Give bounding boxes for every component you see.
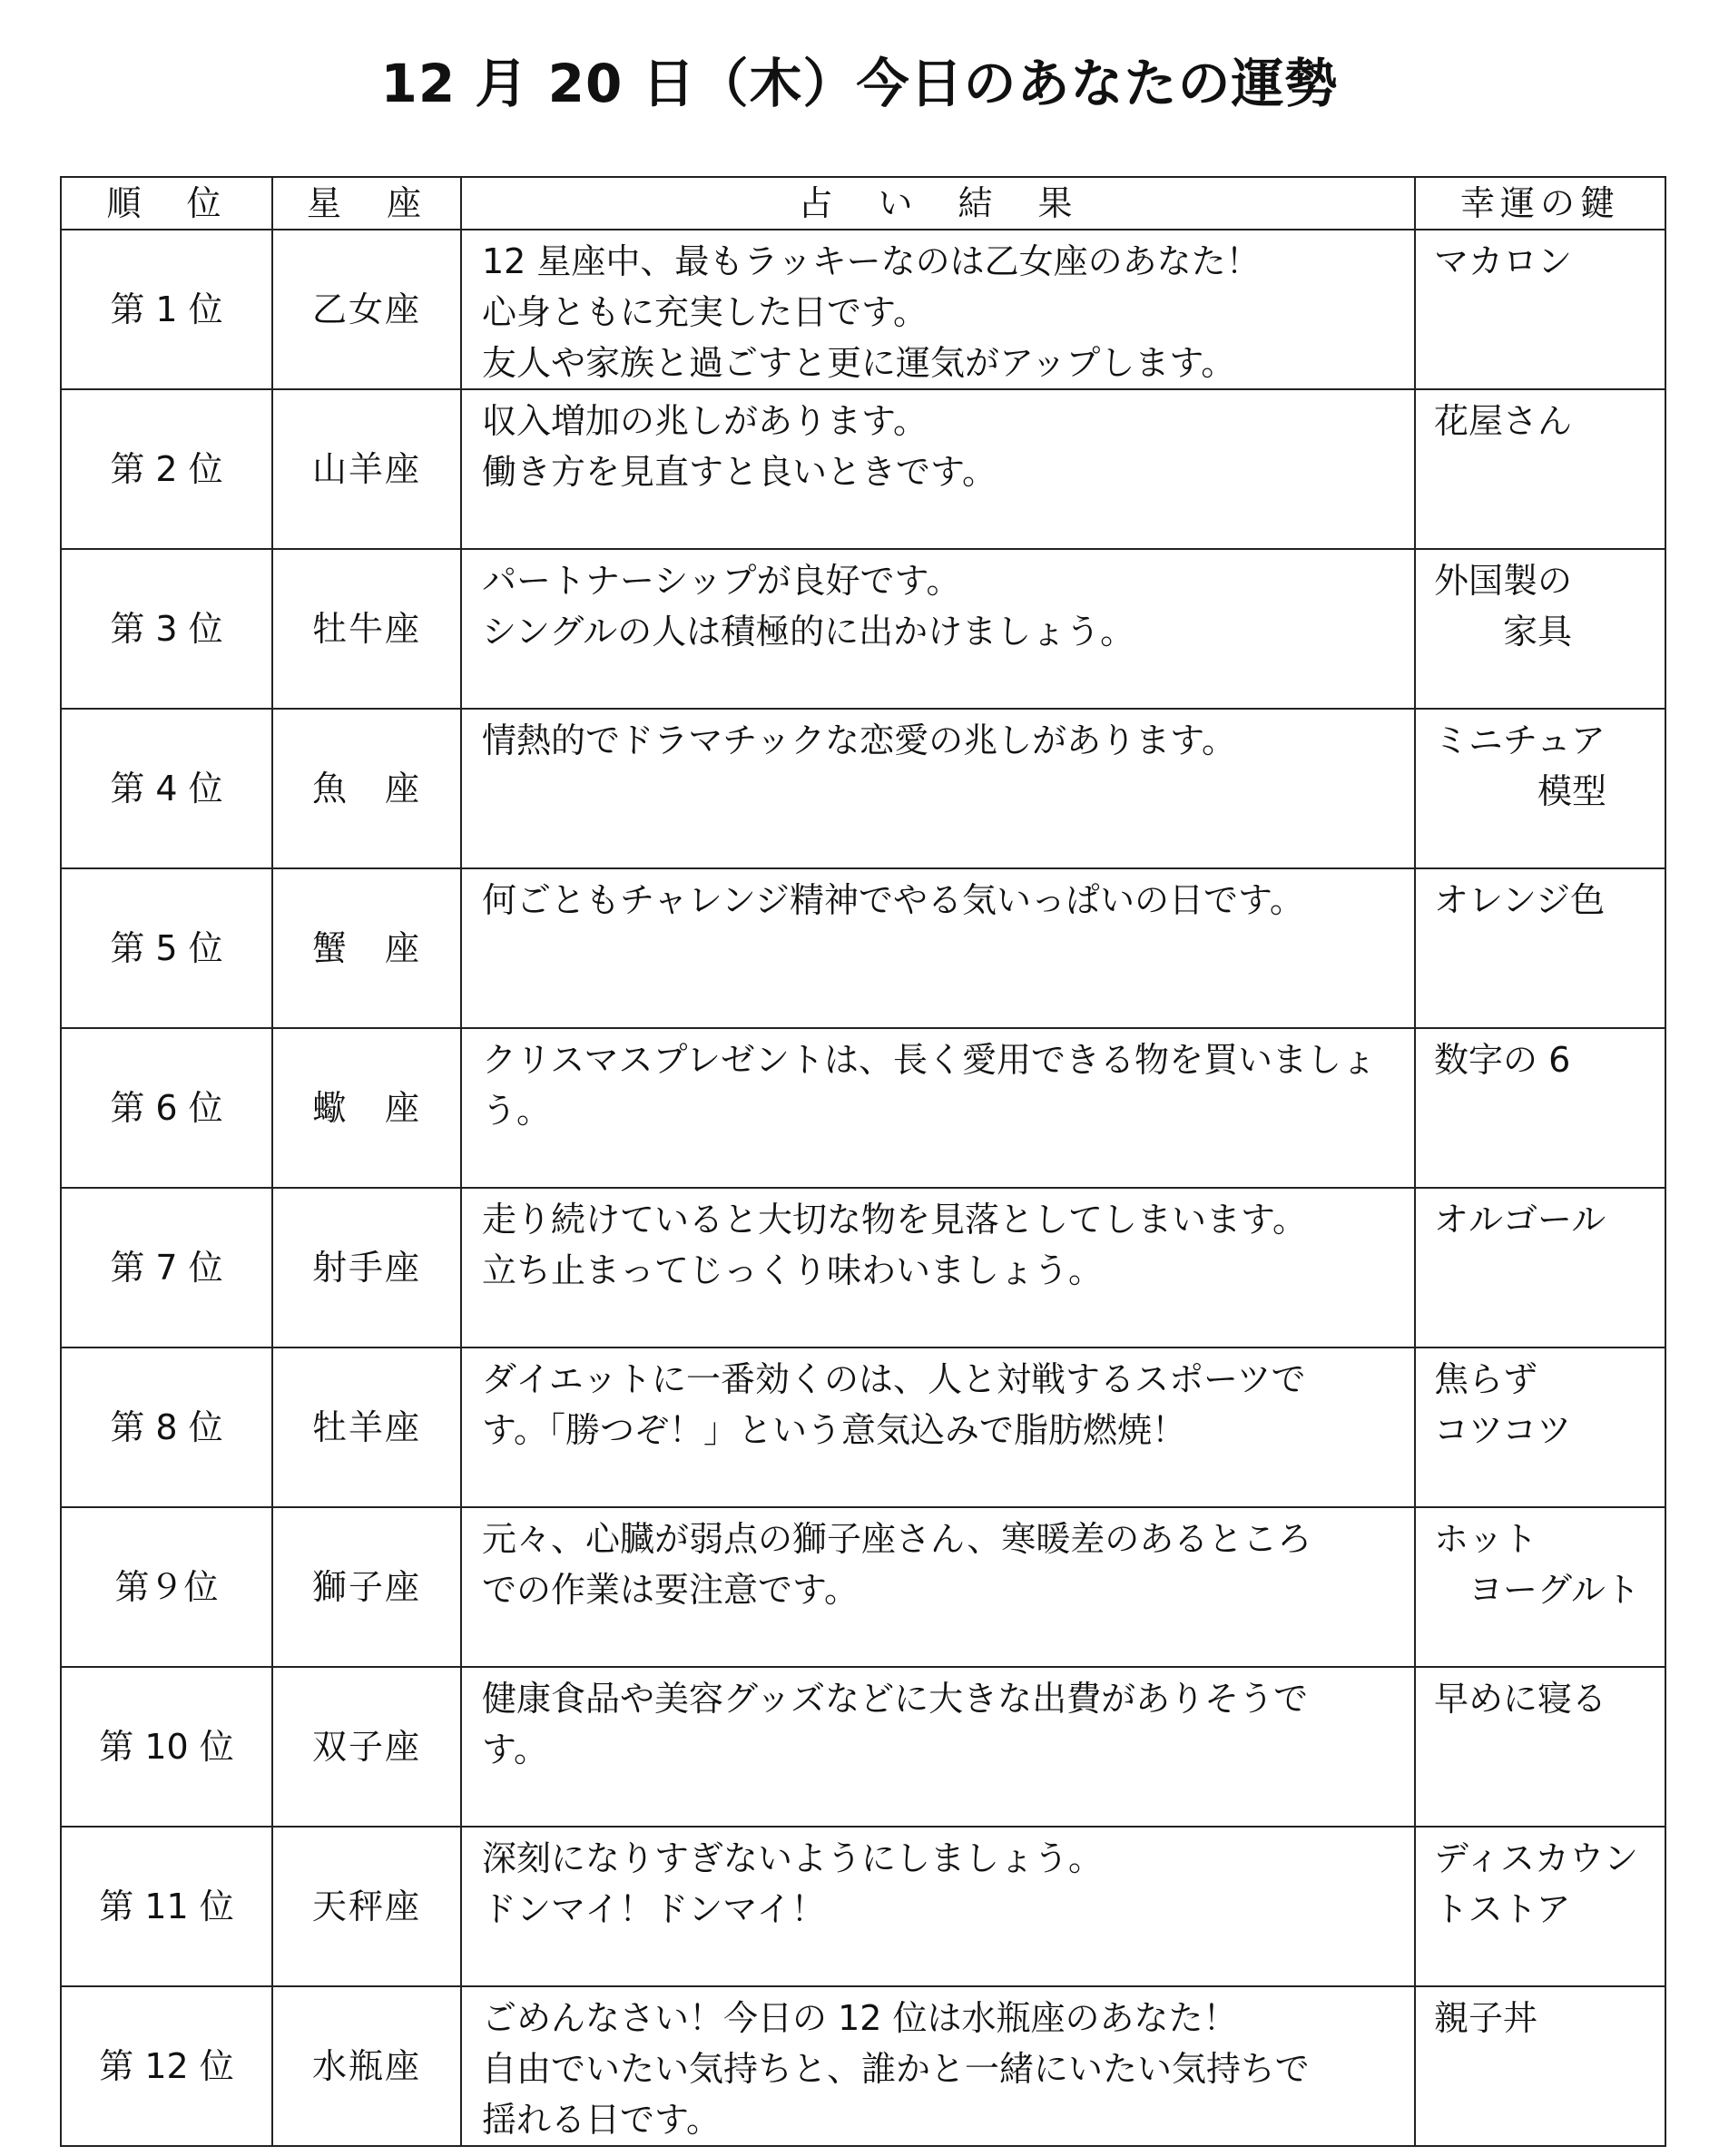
sign-cell: 水瓶座: [272, 1986, 461, 2146]
table-header-row: [61, 177, 1665, 230]
header-result: 占 い 結 果: [461, 177, 1415, 230]
header-key: 幸運の鍵: [1415, 177, 1665, 230]
table-row: [61, 1667, 1665, 1827]
table-row: [61, 1986, 1665, 2146]
rank-cell: 第 7 位: [61, 1188, 272, 1348]
rank-cell: 第 3 位: [61, 549, 272, 709]
result-cell: クリスマスプレゼントは、長く愛用できる物を買いましょ う。: [461, 1028, 1415, 1188]
lucky-key-cell: 花屋さん: [1415, 389, 1665, 549]
result-cell: 走り続けていると大切な物を見落としてしまいます。 立ち止まってじっくり味わいましょう。: [461, 1188, 1415, 1348]
rank-cell: 第 4 位: [61, 709, 272, 868]
lucky-key-cell: オレンジ色: [1415, 868, 1665, 1028]
result-cell: 何ごともチャレンジ精神でやる気いっぱいの日です。: [461, 868, 1415, 1028]
rank-cell: 第 5 位: [61, 868, 272, 1028]
rank-cell: 第 6 位: [61, 1028, 272, 1188]
table-row: [61, 1507, 1665, 1667]
table-row: [61, 868, 1665, 1028]
rank-cell: 第 10 位: [61, 1667, 272, 1827]
result-cell: 収入増加の兆しがあります。 働き方を見直すと良いときです。: [461, 389, 1415, 549]
table-row: [61, 1028, 1665, 1188]
rank-cell: 第 8 位: [61, 1348, 272, 1507]
result-cell: 12 星座中、最もラッキーなのは乙女座のあなた！ 心身ともに充実した日です。 友人や家族と過ごすと更に運気がアップします。: [461, 230, 1415, 389]
lucky-key-cell: 焦らず コツコツ: [1415, 1348, 1665, 1507]
table-row: [61, 1827, 1665, 1986]
rank-cell: 第 11 位: [61, 1827, 272, 1986]
sign-cell: 獅子座: [272, 1507, 461, 1667]
result-cell: パートナーシップが良好です。 シングルの人は積極的に出かけましょう。: [461, 549, 1415, 709]
rank-cell: 第９位: [61, 1507, 272, 1667]
lucky-key-cell: 親子丼: [1415, 1986, 1665, 2146]
table-row: [61, 1348, 1665, 1507]
lucky-key-cell: マカロン: [1415, 230, 1665, 389]
lucky-key-cell: ミニチュア 模型: [1415, 709, 1665, 868]
table-row: [61, 230, 1665, 389]
lucky-key-cell: 早めに寝る: [1415, 1667, 1665, 1827]
lucky-key-cell: 外国製の 家具: [1415, 549, 1665, 709]
header-rank: 順 位: [61, 177, 272, 230]
sign-cell: 蠍 座: [272, 1028, 461, 1188]
sign-cell: 牡牛座: [272, 549, 461, 709]
sign-cell: 山羊座: [272, 389, 461, 549]
result-cell: ダイエットに一番効くのは、人と対戦するスポーツで す。「勝つぞ！」という意気込みで脂肪燃焼！: [461, 1348, 1415, 1507]
table-row: [61, 709, 1665, 868]
lucky-key-cell: オルゴール: [1415, 1188, 1665, 1348]
sign-cell: 天秤座: [272, 1827, 461, 1986]
table-row: [61, 389, 1665, 549]
lucky-key-cell: ホット ヨーグルト: [1415, 1507, 1665, 1667]
rank-cell: 第 2 位: [61, 389, 272, 549]
sign-cell: 双子座: [272, 1667, 461, 1827]
result-cell: 健康食品や美容グッズなどに大きな出費がありそうで す。: [461, 1667, 1415, 1827]
result-cell: 情熱的でドラマチックな恋愛の兆しがあります。: [461, 709, 1415, 868]
lucky-key-cell: 数字の 6: [1415, 1028, 1665, 1188]
result-cell: 元々、心臓が弱点の獅子座さん、寒暖差のあるところ での作業は要注意です。: [461, 1507, 1415, 1667]
lucky-key-cell: ディスカウン トストア: [1415, 1827, 1665, 1986]
fortune-table: [60, 176, 1666, 2147]
sign-cell: 射手座: [272, 1188, 461, 1348]
rank-cell: 第 12 位: [61, 1986, 272, 2146]
rank-cell: 第 1 位: [61, 230, 272, 389]
table-row: [61, 549, 1665, 709]
result-cell: ごめんなさい！今日の 12 位は水瓶座のあなた！ 自由でいたい気持ちと、誰かと一緒にいたい気持ちで 揺れる日です。: [461, 1986, 1415, 2146]
sign-cell: 牡羊座: [272, 1348, 461, 1507]
table-row: [61, 1188, 1665, 1348]
page-title: 12 月 20 日（木）今日のあなたの運勢: [380, 53, 1339, 114]
header-sign: 星 座: [272, 177, 461, 230]
result-cell: 深刻になりすぎないようにしましょう。 ドンマイ！ドンマイ！: [461, 1827, 1415, 1986]
sign-cell: 乙女座: [272, 230, 461, 389]
sign-cell: 魚 座: [272, 709, 461, 868]
sign-cell: 蟹 座: [272, 868, 461, 1028]
